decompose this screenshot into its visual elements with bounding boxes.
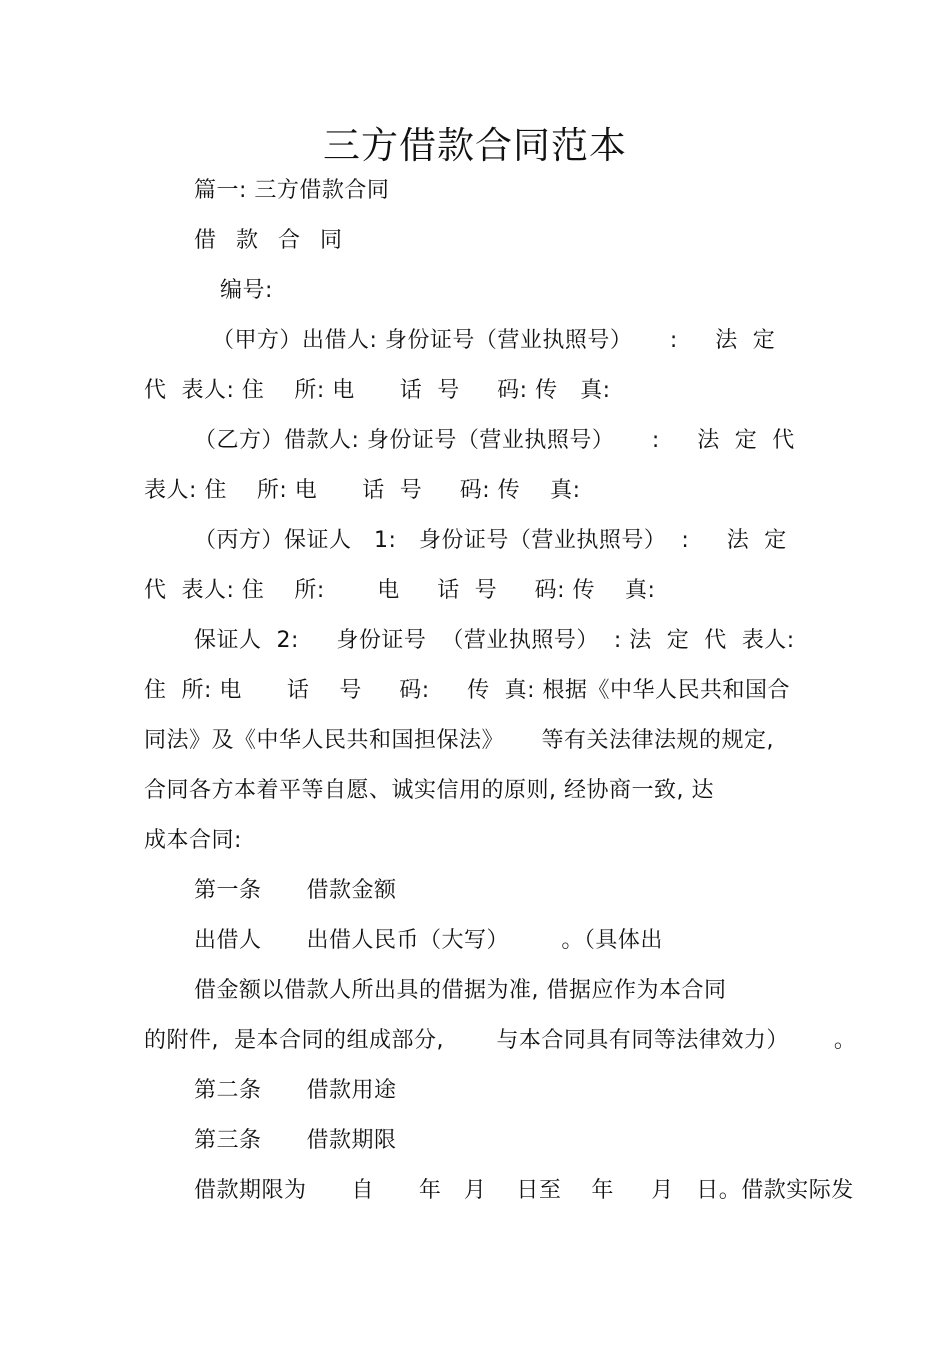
article-3-text-1: 借款期限为 自 年 月 日至 年 月 日。借款实际发 (194, 1178, 854, 1203)
party-a-line-1: （甲方）出借人: 身份证号（营业执照号） : 法 定 (212, 328, 776, 353)
document-title: 三方借款合同范本 (323, 124, 627, 167)
section-heading: 篇一: 三方借款合同 (194, 178, 390, 203)
preamble-line-1: 同法》及《中华人民共和国担保法》 等有关法律法规的规定, (144, 728, 774, 753)
contract-heading: 借 款 合 同 (194, 228, 344, 253)
article-3-heading: 第三条 借款期限 (194, 1128, 397, 1153)
contract-number-label: 编号: (220, 278, 273, 303)
article-2-heading: 第二条 借款用途 (194, 1078, 397, 1103)
party-b-line-2: 表人: 住 所: 电 话 号 码: 传 真: (144, 478, 581, 503)
article-1-heading: 第一条 借款金额 (194, 878, 397, 903)
guarantor-2-line-1: 保证人 2: 身份证号 （营业执照号） : 法 定 代 表人: (194, 628, 795, 653)
party-b-line-1: （乙方）借款人: 身份证号（营业执照号） : 法 定 代 (194, 428, 795, 453)
article-1-text-1: 出借人 出借人民币（大写） 。（具体出 (194, 928, 663, 953)
preamble-line-3: 成本合同: (144, 828, 242, 853)
party-a-line-2: 代 表人: 住 所: 电 话 号 码: 传 真: (144, 378, 611, 403)
preamble-line-2: 合同各方本着平等自愿、诚实信用的原则, 经协商一致, 达 (144, 778, 714, 803)
party-c-line-2: 代 表人: 住 所: 电 话 号 码: 传 真: (144, 578, 656, 603)
article-1-text-3: 的附件, 是本合同的组成部分, 与本合同具有同等法律效力） 。 (144, 1028, 857, 1053)
guarantor-2-line-2: 住 所: 电 话 号 码: 传 真: 根据《中华人民共和国合 (144, 678, 791, 703)
article-1-text-2: 借金额以借款人所出具的借据为准, 借据应作为本合同 (194, 978, 727, 1003)
party-c-line-1: （丙方）保证人 1: 身份证号（营业执照号） : 法 定 (194, 528, 787, 553)
